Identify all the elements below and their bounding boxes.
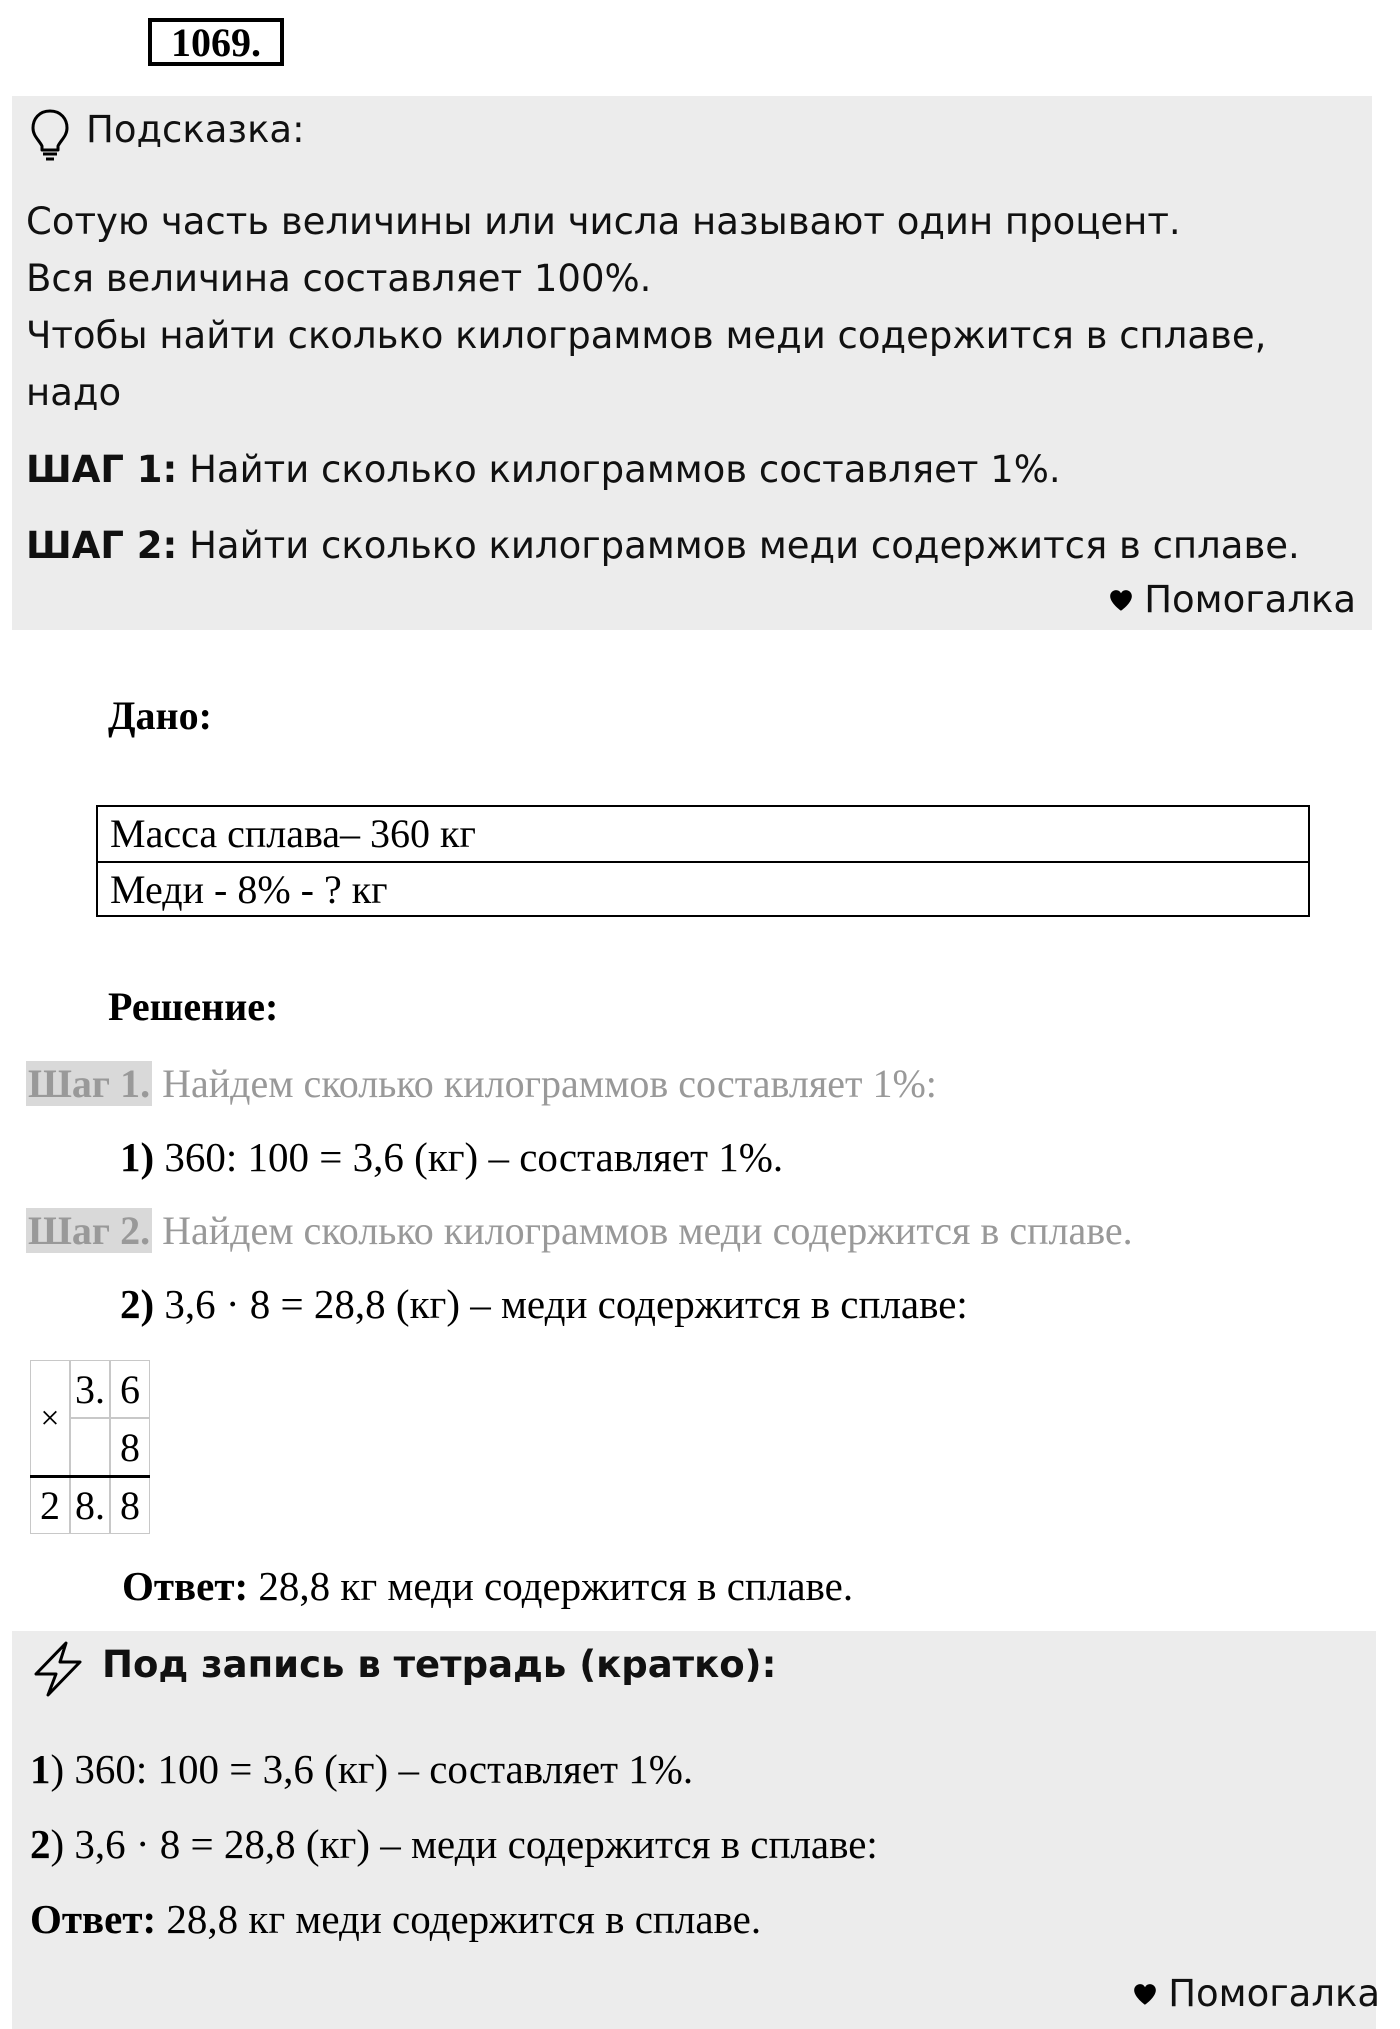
heart-icon bbox=[1108, 588, 1134, 614]
notes-answer bbox=[30, 1895, 761, 1943]
notes-line-2 bbox=[30, 1820, 878, 1868]
notes-signature-text: Помогалка bbox=[1168, 1972, 1380, 2015]
hint-step-1-text: Найти сколько килограммов составляет 1%. bbox=[177, 448, 1061, 491]
hint-line: Сотую часть величины или числа называют один процент. bbox=[26, 200, 1181, 243]
solution-step-1-text: Найдем сколько килограммов составляет 1%: bbox=[152, 1061, 937, 1106]
hint-step-2-label: ШАГ 2: bbox=[26, 524, 178, 567]
solution-answer-text: 28,8 кг меди содержится в сплаве. bbox=[248, 1563, 854, 1609]
column-digit: 6 bbox=[110, 1360, 150, 1418]
solution-step-1-label: Шаг 1. bbox=[28, 1061, 151, 1106]
hint-line: Вся величина составляет 100%. bbox=[26, 257, 652, 300]
hint-step-2 bbox=[26, 517, 1300, 574]
hint-step-2-text: Найти сколько килограммов меди содержится в сплаве. bbox=[177, 524, 1300, 567]
lightning-icon bbox=[30, 1640, 86, 1698]
column-digit bbox=[70, 1418, 110, 1476]
notes-line-1-number: 1 bbox=[30, 1746, 51, 1792]
heart-icon bbox=[1132, 1982, 1158, 2008]
given-table bbox=[96, 805, 1310, 917]
calc-1 bbox=[120, 1133, 783, 1181]
calc-1-text: 360: 100 = 3,6 (кг) – составляет 1%. bbox=[154, 1134, 784, 1180]
notes-line-2-text: ) 3,6 · 8 = 28,8 (кг) – меди содержится в сплаве: bbox=[50, 1821, 878, 1867]
solution-step-2 bbox=[26, 1207, 1133, 1254]
column-digit: 2 bbox=[30, 1476, 70, 1534]
calc-2-text: 3,6 · 8 = 28,8 (кг) – меди содержится в сплаве: bbox=[154, 1281, 968, 1327]
calc-2 bbox=[120, 1280, 968, 1328]
solution-step-2-label: Шаг 2. bbox=[28, 1208, 151, 1253]
column-digit: 8 bbox=[110, 1418, 150, 1476]
solution-step-1 bbox=[26, 1060, 937, 1107]
sign-underline bbox=[30, 1475, 70, 1478]
hint-signature-text: Помогалка bbox=[1144, 578, 1356, 621]
column-digit: 8. bbox=[70, 1476, 110, 1534]
notes-line-1 bbox=[30, 1745, 693, 1793]
solution-step-2-text: Найдем сколько килограммов меди содержится в сплаве. bbox=[152, 1208, 1133, 1253]
given-heading: Дано: bbox=[108, 693, 212, 738]
hint-signature bbox=[1108, 578, 1356, 621]
hint-line: Чтобы найти сколько килограммов меди содержится в сплаве, bbox=[26, 314, 1267, 357]
hint-text bbox=[26, 193, 1266, 421]
multiply-sign: × bbox=[30, 1360, 70, 1476]
hint-line: надо bbox=[26, 371, 122, 414]
result-line bbox=[70, 1475, 150, 1478]
notes-answer-label: Ответ: bbox=[30, 1896, 157, 1942]
hint-step-1-label: ШАГ 1: bbox=[26, 448, 178, 491]
column-digit: 8 bbox=[110, 1476, 150, 1534]
given-row: Масса сплава– 360 кг bbox=[110, 811, 476, 856]
column-digit: 3. bbox=[70, 1360, 110, 1418]
lightbulb-icon bbox=[30, 108, 70, 162]
solution-answer-label: Ответ: bbox=[122, 1563, 249, 1609]
notes-line-1-text: ) 360: 100 = 3,6 (кг) – составляет 1%. bbox=[50, 1746, 694, 1792]
notes-signature bbox=[1132, 1972, 1380, 2015]
notes-answer-text: 28,8 кг меди содержится в сплаве. bbox=[156, 1896, 762, 1942]
task-number: 1069. bbox=[148, 18, 284, 66]
solution-heading: Решение: bbox=[108, 984, 279, 1029]
calc-1-number: 1) bbox=[120, 1134, 155, 1180]
notes-line-2-number: 2 bbox=[30, 1821, 51, 1867]
hint-title: Подсказка: bbox=[86, 108, 305, 151]
given-row: Меди - 8% - ? кг bbox=[98, 861, 1308, 915]
calc-2-number: 2) bbox=[120, 1281, 155, 1327]
notes-title: Под запись в тетрадь (кратко): bbox=[102, 1643, 777, 1686]
hint-step-1 bbox=[26, 441, 1061, 498]
solution-answer bbox=[122, 1562, 853, 1610]
